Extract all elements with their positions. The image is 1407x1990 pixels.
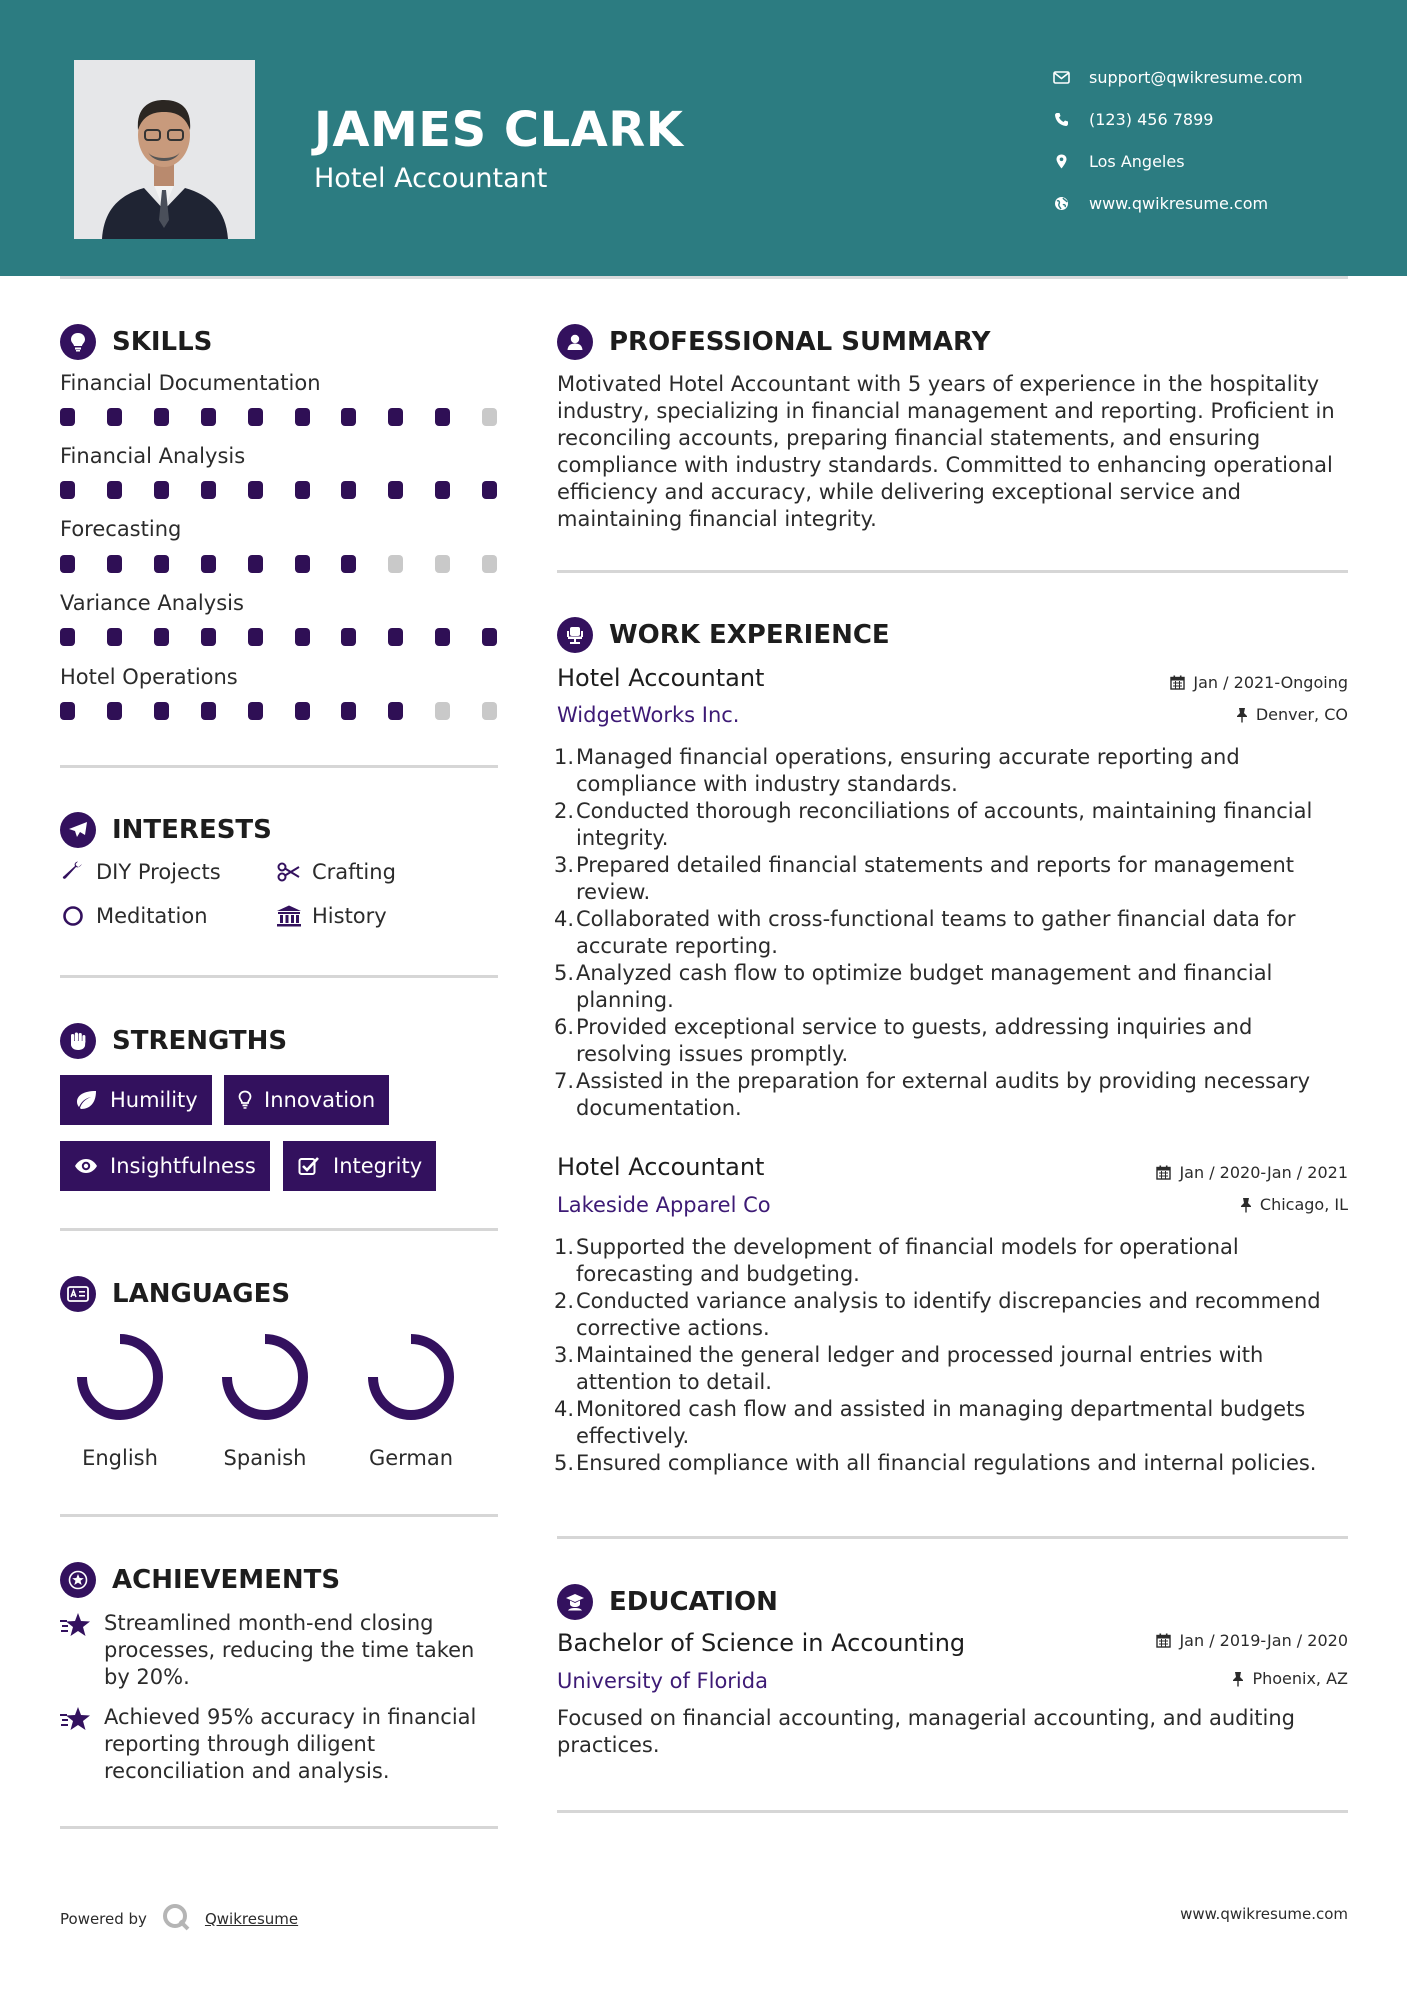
strength-badge bbox=[224, 1075, 389, 1125]
language-level-ring bbox=[364, 1330, 458, 1424]
fist-icon bbox=[60, 1023, 96, 1059]
skill-name: Forecasting bbox=[60, 517, 182, 541]
skill-dot-filled bbox=[248, 628, 263, 646]
skill-dot-filled bbox=[154, 628, 169, 646]
achievement-item bbox=[60, 1704, 500, 1785]
interest-item bbox=[276, 860, 396, 884]
qwikresume-logo bbox=[161, 1902, 191, 1936]
list-item: 1. Managed financial operations, ensuring accurate reporting and compliance with industry standards. bbox=[553, 745, 1240, 796]
job-dates bbox=[1156, 1163, 1348, 1182]
user-icon bbox=[557, 324, 593, 360]
job-responsibilities bbox=[552, 1234, 1352, 1477]
language-level-ring bbox=[218, 1330, 312, 1424]
map-pin-icon bbox=[1050, 150, 1072, 172]
star-icon bbox=[60, 1610, 92, 1691]
skill-dot-filled bbox=[107, 628, 122, 646]
language-icon bbox=[60, 1276, 96, 1312]
skill-rating bbox=[60, 628, 500, 646]
chair-icon bbox=[557, 617, 593, 653]
strength-label: Integrity bbox=[333, 1154, 423, 1178]
strength-label: Innovation bbox=[264, 1088, 376, 1112]
contact-phone[interactable] bbox=[1050, 98, 1303, 140]
contact-list bbox=[1050, 56, 1303, 224]
contact-website-text: www.qwikresume.com bbox=[1089, 193, 1269, 213]
language-level-arc bbox=[373, 1339, 449, 1415]
interests-title: INTERESTS bbox=[112, 815, 272, 845]
interest-item bbox=[60, 904, 208, 928]
skill-dot-filled bbox=[154, 555, 169, 573]
interest-item bbox=[276, 904, 387, 928]
achievements-title: ACHIEVEMENTS bbox=[112, 1565, 341, 1595]
experience-heading bbox=[557, 617, 890, 653]
job-title: Hotel Accountant bbox=[557, 1153, 765, 1181]
language-level-ring bbox=[73, 1330, 167, 1424]
contact-email[interactable] bbox=[1050, 56, 1303, 98]
skill-dot-filled bbox=[295, 702, 310, 720]
school-name: University of Florida bbox=[557, 1669, 768, 1693]
section-divider bbox=[60, 765, 498, 768]
graduate-icon bbox=[557, 1584, 593, 1620]
job-location-text: Denver, CO bbox=[1255, 705, 1348, 724]
scissors-icon bbox=[276, 860, 302, 884]
interest-label: History bbox=[312, 904, 387, 928]
section-divider bbox=[557, 570, 1348, 573]
education-title: EDUCATION bbox=[609, 1587, 778, 1617]
section-divider bbox=[60, 975, 498, 978]
education-description: Focused on financial accounting, managerial accounting, and auditing practices. bbox=[557, 1706, 1296, 1757]
skill-name: Hotel Operations bbox=[60, 665, 238, 689]
achievement-item bbox=[60, 1610, 500, 1691]
skills-title: SKILLS bbox=[112, 327, 213, 357]
summary-heading bbox=[557, 324, 990, 360]
skill-dot-filled bbox=[341, 628, 356, 646]
summary-text: Motivated Hotel Accountant with 5 years of experience in the hospitality industry, specializing in financial management and reporting. Proficient in reconciling accounts, preparing financial statements, and ensuring compliance with industry standards. Committed to enhancing operational efficiency and accuracy, while delivering exceptional service and maintaining financial integrity. bbox=[557, 372, 1335, 531]
skill-dot-empty bbox=[482, 555, 497, 573]
job-title: Hotel Accountant bbox=[557, 664, 765, 692]
skill-dot-empty bbox=[435, 555, 450, 573]
skill-dot-filled bbox=[482, 628, 497, 646]
strengths-heading bbox=[60, 1023, 287, 1059]
profile-photo bbox=[74, 60, 255, 239]
summary-title: PROFESSIONAL SUMMARY bbox=[609, 327, 991, 357]
skill-dot-empty bbox=[388, 555, 403, 573]
interest-label: DIY Projects bbox=[96, 860, 221, 884]
job-responsibilities bbox=[552, 744, 1352, 1122]
list-item: 1. Supported the development of financial models for operational forecasting and budgeting. bbox=[553, 1235, 1239, 1286]
skill-dot-filled bbox=[201, 702, 216, 720]
phone-icon bbox=[1050, 108, 1072, 130]
job-dates-text: Jan / 2021-Ongoing bbox=[1193, 673, 1348, 692]
job-location bbox=[1240, 1195, 1348, 1214]
company-name: WidgetWorks Inc. bbox=[557, 703, 740, 727]
list-item: 2. Conducted thorough reconciliations of accounts, maintaining financial integrity. bbox=[553, 799, 1313, 850]
language-level-arc bbox=[82, 1339, 158, 1415]
star-badge-icon bbox=[60, 1562, 96, 1598]
skill-dot-filled bbox=[435, 408, 450, 426]
education-heading bbox=[557, 1584, 778, 1620]
skill-dot-filled bbox=[248, 702, 263, 720]
skill-dot-filled bbox=[341, 408, 356, 426]
skill-dot-filled bbox=[435, 628, 450, 646]
contact-website[interactable] bbox=[1050, 182, 1303, 224]
skill-dot-filled bbox=[107, 555, 122, 573]
skill-dot-empty bbox=[435, 702, 450, 720]
skill-dot-filled bbox=[60, 408, 75, 426]
section-divider bbox=[60, 1228, 498, 1231]
skill-dot-filled bbox=[201, 481, 216, 499]
pushpin-icon bbox=[1236, 707, 1248, 723]
list-item: 4. Monitored cash flow and assisted in managing departmental budgets effectively. bbox=[553, 1397, 1306, 1448]
eye-icon bbox=[72, 1154, 100, 1178]
footer-powered-by bbox=[60, 1902, 298, 1936]
skill-dot-filled bbox=[295, 555, 310, 573]
skill-dot-filled bbox=[201, 408, 216, 426]
calendar-icon bbox=[1156, 1633, 1171, 1648]
list-item: 6. Provided exceptional service to guests, addressing inquiries and resolving issues promptly. bbox=[553, 1015, 1253, 1066]
skill-name: Variance Analysis bbox=[60, 591, 244, 615]
skill-dot-filled bbox=[60, 555, 75, 573]
skill-dot-filled bbox=[295, 481, 310, 499]
lightbulb-icon bbox=[60, 324, 96, 360]
list-item: 4. Collaborated with cross-functional teams to gather financial data for accurate reporting. bbox=[553, 907, 1296, 958]
skill-dot-filled bbox=[107, 408, 122, 426]
skill-rating bbox=[60, 481, 500, 499]
pushpin-icon bbox=[1240, 1197, 1252, 1213]
skill-dot-filled bbox=[341, 702, 356, 720]
skill-dot-filled bbox=[107, 481, 122, 499]
skill-name: Financial Documentation bbox=[60, 371, 321, 395]
skill-dot-filled bbox=[295, 408, 310, 426]
skill-dot-filled bbox=[248, 481, 263, 499]
skills-heading bbox=[60, 324, 212, 360]
language-item bbox=[205, 1330, 325, 1470]
interests-heading bbox=[60, 812, 272, 848]
envelope-icon bbox=[1050, 66, 1072, 88]
strength-badge bbox=[60, 1075, 212, 1125]
pushpin-icon bbox=[1232, 1671, 1244, 1687]
skill-dot-filled bbox=[154, 481, 169, 499]
list-item: 3. Prepared detailed financial statements and reports for management review. bbox=[553, 853, 1294, 904]
globe-icon bbox=[1050, 192, 1072, 214]
list-item: 7. Assisted in the preparation for external audits by providing necessary documentation. bbox=[553, 1069, 1311, 1120]
skill-dot-filled bbox=[201, 555, 216, 573]
circle-icon bbox=[60, 904, 86, 928]
checkbox-icon bbox=[295, 1154, 323, 1178]
lightbulb-icon bbox=[236, 1088, 254, 1112]
section-divider bbox=[60, 1514, 498, 1517]
education-location bbox=[1232, 1669, 1348, 1688]
strengths-title: STRENGTHS bbox=[112, 1026, 288, 1056]
list-item: 5. Ensured compliance with all financial regulations and internal policies. bbox=[553, 1451, 1317, 1475]
contact-location bbox=[1050, 140, 1303, 182]
header-divider bbox=[60, 276, 1348, 279]
leaf-icon bbox=[72, 1088, 100, 1112]
skill-dot-filled bbox=[435, 481, 450, 499]
job-location-text: Chicago, IL bbox=[1259, 1195, 1348, 1214]
skill-dot-filled bbox=[60, 628, 75, 646]
skill-dot-filled bbox=[388, 702, 403, 720]
interest-item bbox=[60, 860, 221, 884]
job-dates bbox=[1170, 673, 1348, 692]
strength-badge bbox=[60, 1141, 270, 1191]
interest-label: Meditation bbox=[96, 904, 208, 928]
resume-header bbox=[0, 0, 1407, 276]
skill-dot-filled bbox=[154, 702, 169, 720]
skill-dot-filled bbox=[295, 628, 310, 646]
skill-dot-filled bbox=[482, 481, 497, 499]
skill-dot-filled bbox=[60, 702, 75, 720]
degree-title: Bachelor of Science in Accounting bbox=[557, 1629, 966, 1657]
section-divider bbox=[557, 1810, 1348, 1813]
paper-plane-icon bbox=[60, 812, 96, 848]
candidate-role: Hotel Accountant bbox=[314, 163, 548, 194]
skill-dot-filled bbox=[388, 481, 403, 499]
section-divider bbox=[60, 1826, 498, 1829]
skill-rating bbox=[60, 555, 500, 573]
powered-by-text: Powered by bbox=[60, 1910, 147, 1928]
skill-rating bbox=[60, 702, 500, 720]
skill-dot-empty bbox=[482, 408, 497, 426]
calendar-icon bbox=[1156, 1165, 1171, 1180]
education-dates bbox=[1156, 1631, 1348, 1650]
company-name: Lakeside Apparel Co bbox=[557, 1193, 771, 1217]
strength-label: Humility bbox=[110, 1088, 198, 1112]
skill-dot-filled bbox=[248, 408, 263, 426]
experience-title: WORK EXPERIENCE bbox=[609, 620, 890, 650]
contact-location-text: Los Angeles bbox=[1089, 151, 1185, 171]
strength-badge bbox=[283, 1141, 436, 1191]
section-divider bbox=[557, 1536, 1348, 1539]
achievement-text: Streamlined month-end closing processes, reducing the time taken by 20%. bbox=[104, 1611, 475, 1689]
language-name: Spanish bbox=[223, 1446, 307, 1470]
job-location bbox=[1236, 705, 1348, 724]
skill-dot-filled bbox=[341, 481, 356, 499]
footer-url[interactable]: www.qwikresume.com bbox=[1180, 1905, 1348, 1923]
language-name: German bbox=[368, 1446, 454, 1470]
education-dates-text: Jan / 2019-Jan / 2020 bbox=[1179, 1631, 1348, 1650]
calendar-icon bbox=[1170, 675, 1185, 690]
skill-dot-filled bbox=[388, 408, 403, 426]
list-item: 5. Analyzed cash flow to optimize budget management and financial planning. bbox=[553, 961, 1273, 1012]
wrench-icon bbox=[60, 860, 86, 884]
interest-label: Crafting bbox=[312, 860, 396, 884]
strength-label: Insightfulness bbox=[110, 1154, 256, 1178]
skill-dot-empty bbox=[482, 702, 497, 720]
star-icon bbox=[60, 1704, 92, 1785]
job-dates-text: Jan / 2020-Jan / 2021 bbox=[1179, 1163, 1348, 1182]
candidate-name: JAMES CLARK bbox=[314, 102, 684, 158]
languages-title: LANGUAGES bbox=[112, 1279, 291, 1309]
language-level-arc bbox=[227, 1339, 303, 1415]
skill-rating bbox=[60, 408, 500, 426]
achievements-heading bbox=[60, 1562, 340, 1598]
list-item: 3. Maintained the general ledger and processed journal entries with attention to detail. bbox=[553, 1343, 1264, 1394]
skill-dot-filled bbox=[341, 555, 356, 573]
skill-dot-filled bbox=[388, 628, 403, 646]
language-name: English bbox=[82, 1446, 158, 1470]
skill-dot-filled bbox=[154, 408, 169, 426]
contact-email-text: support@qwikresume.com bbox=[1089, 67, 1303, 87]
list-item: 2. Conducted variance analysis to identify discrepancies and recommend corrective actions. bbox=[553, 1289, 1321, 1340]
skill-dot-filled bbox=[60, 481, 75, 499]
contact-phone-text: (123) 456 7899 bbox=[1089, 109, 1214, 129]
skill-dot-filled bbox=[107, 702, 122, 720]
education-location-text: Phoenix, AZ bbox=[1252, 1669, 1348, 1688]
language-item bbox=[351, 1330, 471, 1470]
achievement-text: Achieved 95% accuracy in financial reporting through diligent reconciliation and analysis. bbox=[104, 1705, 477, 1783]
languages-heading bbox=[60, 1276, 290, 1312]
skill-dot-filled bbox=[201, 628, 216, 646]
skill-dot-filled bbox=[248, 555, 263, 573]
qwikresume-link[interactable]: Qwikresume bbox=[204, 1910, 299, 1928]
language-item bbox=[60, 1330, 180, 1470]
skill-name: Financial Analysis bbox=[60, 444, 246, 468]
museum-icon bbox=[276, 904, 302, 928]
